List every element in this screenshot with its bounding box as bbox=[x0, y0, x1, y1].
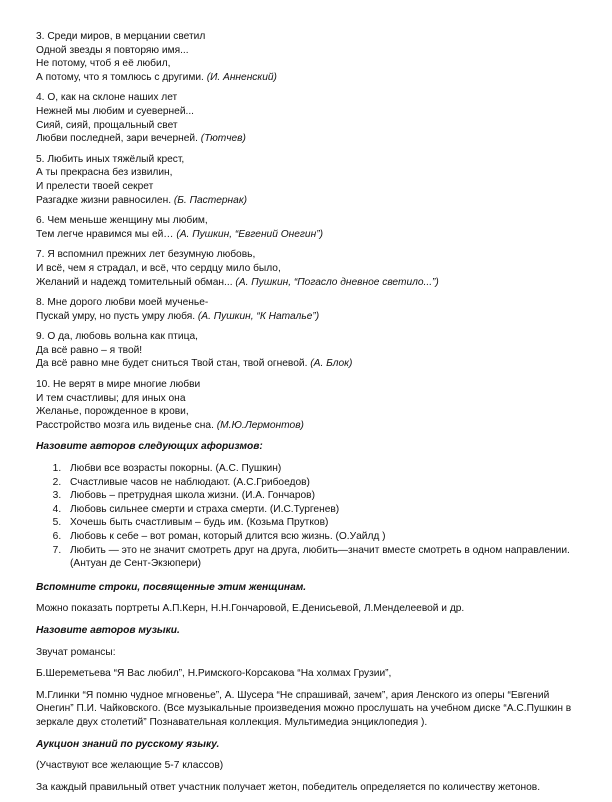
aphorism-item: 7. Любить — это не значит смотреть друг на друга, любить—значит вместе смотреть в одном направлении. (Антуан де Сент-Экзюпери) bbox=[64, 544, 584, 571]
poem-line: Да всё равно – я твой! bbox=[36, 344, 143, 356]
aphorisms-list bbox=[36, 462, 584, 571]
poem-line bbox=[36, 419, 584, 433]
music-heading: Назовите авторов музыки. bbox=[36, 624, 180, 636]
poem-stanza bbox=[36, 378, 584, 432]
poem-line bbox=[36, 310, 584, 324]
women-text: Можно показать портреты А.П.Керн, Н.Н.Гончаровой, Е.Денисьевой, Л.Менделеевой и др. bbox=[36, 603, 465, 615]
music-line-1: Б.Шереметьева “Я Вас любил”, Н.Римского-Корсакова “На холмах Грузии”, bbox=[36, 668, 392, 680]
poem-line: И прелести твоей секрет bbox=[36, 180, 154, 192]
music-intro: Звучат романсы: bbox=[36, 646, 116, 658]
aphorism-item: 3. Любовь – претрудная школа жизни. (И.А. Гончаров) bbox=[64, 489, 584, 503]
poem-line bbox=[36, 228, 584, 242]
poem-line: 5. Любить иных тяжёлый крест, bbox=[36, 153, 185, 165]
aphorism-item: 6. Любовь к себе – вот роман, который длится всю жизнь. (О.Уайлд ) bbox=[64, 530, 584, 544]
poem-line: 3. Среди миров, в мерцании светил bbox=[36, 31, 206, 42]
poem-line-text: Тем легче нравимся мы ей… bbox=[36, 228, 174, 240]
poem-line-text: Пускай умру, но пусть умру любя. bbox=[36, 310, 196, 322]
aphorism-item: 2. Счастливые часов не наблюдают. (А.С.Грибоедов) bbox=[64, 476, 584, 490]
poem-line: Одной звезды я повторяю имя... bbox=[36, 44, 189, 56]
poem-author: (А. Пушкин, “К Наталье”) bbox=[197, 310, 320, 322]
poem-line: И тем счастливы; для иных она bbox=[36, 392, 186, 404]
music-line-2: М.Глинки “Я помню чудное мгновенье”, А. Шусера “Не спрашивай, зачем”, ария Ленского из оперы “Евгений Онегин” П.И. Чайковского. (Все музыкальные произведения можно прослушать на учебном диске “А.С.Пушкин в зеркале двух столетий” Познавательная коллекция. Мультимедиа энциклопедия ). bbox=[36, 689, 572, 728]
aphorism-item: 4. Любовь сильнее смерти и страха смерти. (И.С.Тургенев) bbox=[64, 503, 584, 517]
women-heading: Вспомните строки, посвященные этим женщинам. bbox=[36, 581, 307, 593]
poem-line: 9. О да, любовь вольна как птица, bbox=[36, 331, 198, 343]
poem-line: Не потому, чтоб я её любил, bbox=[36, 58, 171, 70]
auction-heading: Аукцион знаний по русскому языку. bbox=[36, 738, 220, 750]
aphorism-item: 1. Любви все возрасты покорны. (А.С. Пушкин) bbox=[64, 462, 584, 476]
poem-line: Сияй, сияй, прощальный свет bbox=[36, 119, 178, 131]
poem-line-text: Желаний и надежд томительный обман... bbox=[36, 276, 233, 288]
poem-stanza bbox=[36, 296, 584, 323]
poem-line: 7. Я вспомнил прежних лет безумную любовь, bbox=[36, 249, 256, 261]
poem-stanza bbox=[36, 153, 584, 207]
poem-line-text: Любви последней, зари вечерней. bbox=[36, 133, 198, 145]
poem-line bbox=[36, 132, 584, 146]
poem-line: Нежней мы любим и суеверней... bbox=[36, 105, 195, 117]
poem-line: 4. О, как на склоне наших лет bbox=[36, 92, 178, 104]
poem-stanza bbox=[36, 214, 584, 241]
poem-author: (М.Ю.Лермонтов) bbox=[216, 419, 304, 431]
poem-line bbox=[36, 357, 584, 371]
poem-author: (А. Пушкин, “Евгений Онегин”) bbox=[176, 228, 323, 240]
poem-stanza bbox=[36, 91, 584, 145]
poem-line bbox=[36, 194, 584, 208]
poem-line: И всё, чем я страдал, и всё, что сердцу мило было, bbox=[36, 262, 281, 274]
poem-line bbox=[36, 71, 584, 85]
poem-line: 6. Чем меньше женщину мы любим, bbox=[36, 215, 208, 227]
poem-stanza bbox=[36, 30, 584, 84]
poem-line: Желанье, порожденное в крови, bbox=[36, 406, 189, 418]
auction-note: (Участвуют все желающие 5-7 классов) bbox=[36, 760, 224, 772]
poem-stanza bbox=[36, 248, 584, 289]
poem-line bbox=[36, 276, 584, 290]
poem-author: (Тютчев) bbox=[200, 133, 246, 145]
poem-author: (Б. Пастернак) bbox=[173, 194, 248, 206]
document-page bbox=[36, 30, 584, 802]
poem-line-text: Да всё равно мне будет сниться Твой стан, твой огневой. bbox=[36, 358, 308, 370]
poem-author: (А. Пушкин, “Погасло дневное светило...”) bbox=[235, 276, 439, 288]
poem-line: 10. Не верят в мире многие любви bbox=[36, 379, 201, 391]
aphorisms-heading: Назовите авторов следующих афоризмов: bbox=[36, 441, 263, 453]
poem-author: (А. Блок) bbox=[310, 358, 353, 370]
auction-text: За каждый правильный ответ участник получает жетон, победитель определяется по количеству жетонов. bbox=[36, 781, 541, 793]
aphorism-item: 5. Хочешь быть счастливым – будь им. (Козьма Прутков) bbox=[64, 516, 584, 530]
poem-line-text: Разгадке жизни равносилен. bbox=[36, 194, 172, 206]
poems-section bbox=[36, 30, 584, 432]
poem-line: 8. Мне дорого любви моей мученье- bbox=[36, 297, 209, 309]
poem-line: А ты прекрасна без извилин, bbox=[36, 167, 173, 179]
poem-author: (И. Анненский) bbox=[206, 71, 277, 83]
poem-line-text: Расстройство мозга иль виденье сна. bbox=[36, 419, 214, 431]
poem-line-text: А потому, что я томлюсь с другими. bbox=[36, 71, 204, 83]
poem-stanza bbox=[36, 330, 584, 371]
